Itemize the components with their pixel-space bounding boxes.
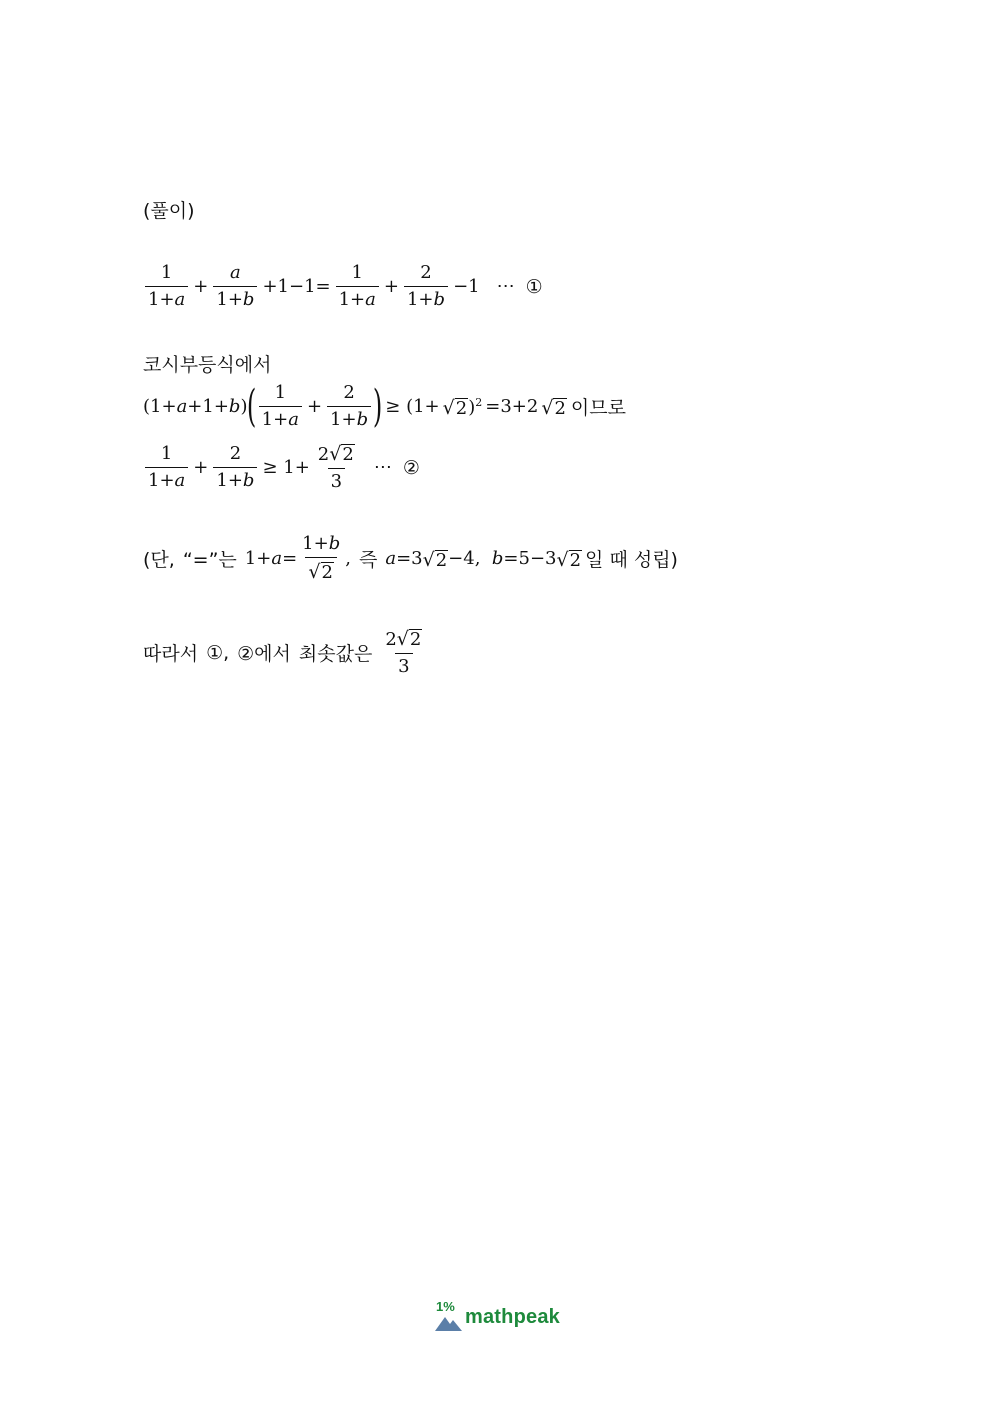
sqrt: √ 2 [541, 396, 566, 419]
cauchy-suffix: 이므로 [570, 397, 626, 419]
equation-2: $\frac{1}{1+a}$ + $\frac{2}{1+b}$ ≥ 1+ 2 √ 2 3 ⋯ ② [143, 442, 420, 493]
fraction: 1+b √ 2 [302, 533, 341, 583]
equality-condition: (단, “=”는 1+a= 1+b √ 2 , 즉 a=3 √ 2 −4, b=5−3 √ 2 일 때 성립) [143, 533, 678, 583]
fraction: 2 √ 2 3 [317, 443, 354, 492]
fraction: $\frac{1}{1+a}$ [145, 262, 188, 311]
equation-1: $\frac{1}{1+a}$ + $\frac{a}{1+b}$ +1−1= $\frac{1}{1+a}$ + $\frac{2}{1+b}$ −1 ⋯ ① [143, 262, 543, 311]
cauchy-inequality: (1+a+1+b) ( $\frac{1}{1+a}$ + $\frac{2}{1+b}$ ) ≥ (1+ √ 2 )$^2$ =3+2 √ 2 이므로 [143, 380, 626, 432]
circled-number-1: ① [525, 275, 543, 298]
fraction: 2 √ 2 3 [385, 628, 422, 677]
mountain-icon [435, 1313, 463, 1333]
fraction: $\frac{1}{1+a}$ [336, 262, 379, 311]
cauchy-intro: 코시부등식에서 [143, 354, 272, 376]
sqrt: √ 2 [442, 396, 468, 419]
conclusion: 따라서 ①, ②에서 최솟값은 2 √ 2 3 [143, 627, 427, 678]
fraction: $\frac{2}{1+b}$ [404, 262, 448, 311]
fraction: $\frac{2}{1+b}$ [327, 382, 371, 431]
fraction: $\frac{1}{1+a}$ [259, 382, 302, 431]
mathpeak-logo [435, 1299, 575, 1335]
fraction: $\frac{1}{1+a}$ [145, 443, 188, 492]
ellipsis: ⋯ [496, 276, 516, 297]
logo-wordmark: mathpeak [465, 1306, 560, 1328]
solution-heading: (풀이) [143, 200, 195, 222]
ellipsis: ⋯ [373, 457, 393, 478]
circled-number-2: ② [402, 456, 420, 479]
fraction: $\frac{2}{1+b}$ [213, 443, 257, 492]
logo-percent: 1% [436, 1299, 455, 1314]
fraction: $\frac{a}{1+b}$ [213, 262, 257, 311]
